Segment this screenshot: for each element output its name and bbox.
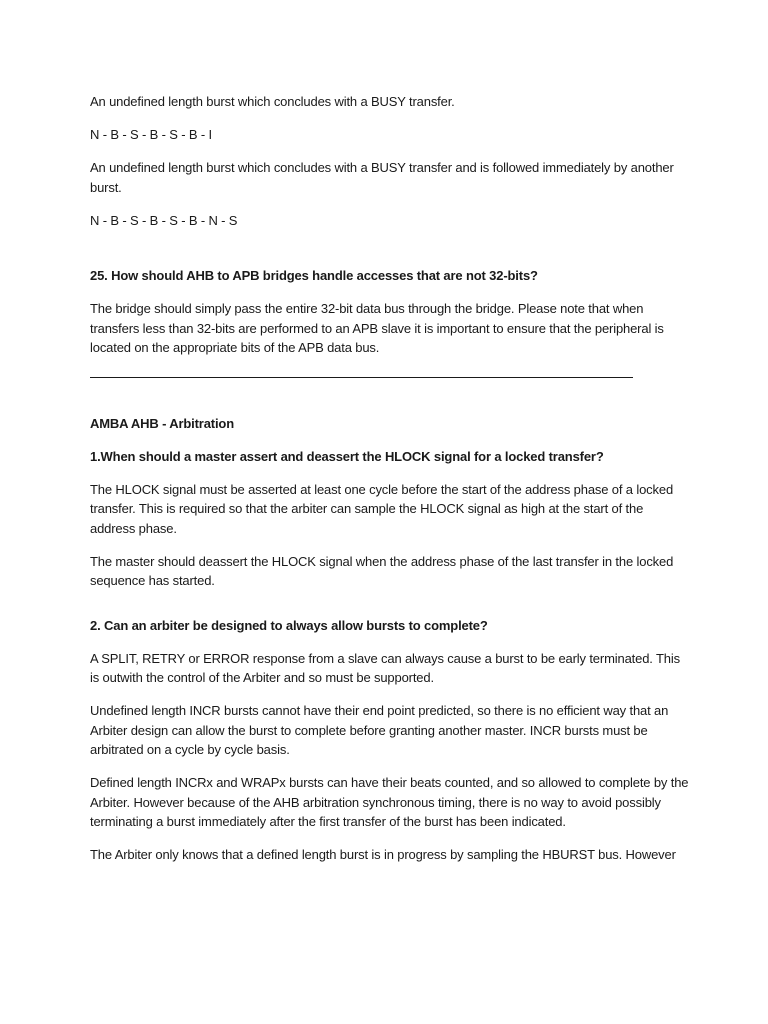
question-1: 1.When should a master assert and deassert the HLOCK signal for a locked transfer?	[90, 448, 604, 464]
question-25: 25. How should AHB to APB bridges handle accesses that are not 32-bits?	[90, 268, 538, 283]
paragraph-busy-burst: An undefined length burst which concludes with a BUSY transfer.	[90, 94, 455, 109]
answer-1-paragraph-1: The HLOCK signal must be asserted at least one cycle before the start of the address phase of a locked transfer. This is required so that the arbiter can sample the HLOCK signal as high at the start of the address phase.	[90, 481, 674, 536]
sequence-busy-burst-followed: N - B - S - B - S - B - N - S	[90, 212, 238, 228]
answer-2-paragraph-4: The Arbiter only knows that a defined length burst is in progress by sampling the HBURST bus. However	[90, 847, 676, 862]
answer-25: The bridge should simply pass the entire 32-bit data bus through the bridge. Please note that when transfers less than 32-bits are performed to an APB slave it is important to ensure that the peripheral is located on the appropriate bits of the APB data bus.	[90, 301, 664, 355]
answer-2-paragraph-3: Defined length INCRx and WRAPx bursts can have their beats counted, and so allowed to complete by the Arbiter. However because of the AHB arbitration synchronous timing, there is no way to avoid possibly terminating a burst immediately after the first transfer of the burst has been indicated.	[90, 775, 689, 829]
answer-1-paragraph-2: The master should deassert the HLOCK signal when the address phase of the last transfer in the locked sequence has started.	[90, 553, 674, 588]
paragraph-busy-burst-followed: An undefined length burst which concludes with a BUSY transfer and is followed immediately by another burst.	[90, 160, 674, 195]
horizontal-rule	[90, 377, 633, 378]
question-2: 2. Can an arbiter be designed to always allow bursts to complete?	[90, 617, 488, 633]
answer-2-paragraph-2: Undefined length INCR bursts cannot have their end point predicted, so there is no efficient way that an Arbiter design can allow the burst to complete before granting another master. INCR bursts must be arbitrated on a cycle by cycle basis.	[90, 703, 669, 757]
sequence-busy-burst: N - B - S - B - S - B - I	[90, 127, 212, 142]
section-title: AMBA AHB - Arbitration	[90, 415, 235, 431]
document-page	[90, 92, 690, 878]
answer-2-paragraph-1: A SPLIT, RETRY or ERROR response from a slave can always cause a burst to be early terminated. This is outwith the control of the Arbiter and so must be supported.	[90, 650, 680, 685]
